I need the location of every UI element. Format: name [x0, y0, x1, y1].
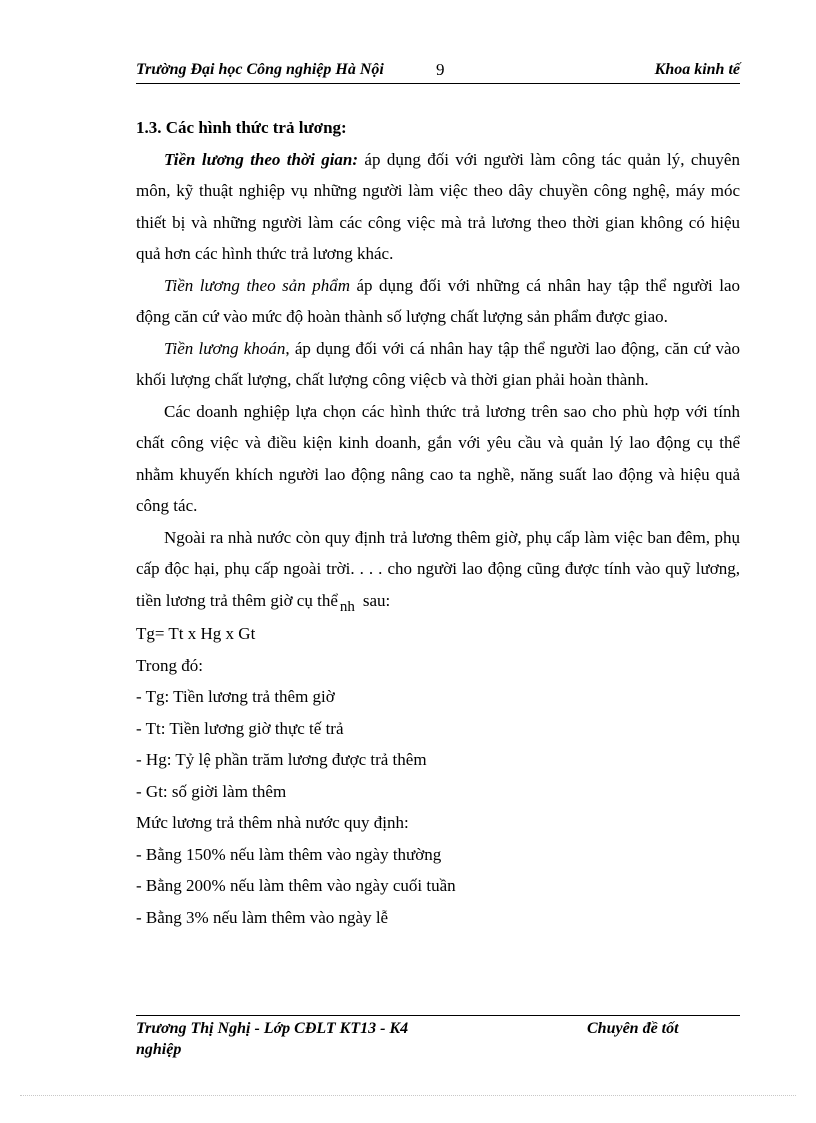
formula: Tg= Tt x Hg x Gt	[136, 624, 256, 643]
paragraph-overtime	[136, 522, 740, 619]
footer-title: Chuyên đề tốt	[587, 1020, 679, 1037]
term-product-wage: Tiền lương theo sản phẩm	[164, 275, 350, 295]
page-footer	[136, 1015, 740, 1058]
paragraph-text-end: sau:	[362, 590, 391, 610]
where-label: Trong đó:	[136, 655, 203, 675]
paragraph-text: Ngoài ra nhà nước còn quy định trả lương thêm giờ, phụ cấp làm việc ban đêm, phụ cấp độc hại, phụ cấp ngoài trời. . . . cho người lao động cũng được tính vào quỹ lương, tiền lương trả thêm giờ cụ thể	[136, 527, 740, 610]
paragraph-product-wage	[136, 270, 740, 333]
document-body	[136, 112, 740, 933]
paragraph-text: áp dụng đối với những cá nhân hay tập thể người lao động căn cứ vào mức độ hoàn thành số lượng chất lượng sản phẩm được giao.	[136, 275, 740, 326]
section-title: 1.3. Các hình thức trả lương:	[136, 118, 347, 137]
term-time-wage: Tiền lương theo thời gian:	[164, 149, 359, 169]
header-faculty: Khoa kinh tế	[654, 61, 740, 78]
page-header	[136, 57, 740, 84]
definition-item: - Tg: Tiền lương trả thêm giờ	[136, 687, 335, 706]
header-school-name: Trường Đại học Công nghiệp Hà Nội	[136, 61, 384, 78]
definition-item: - Gt: số giời làm thêm	[136, 781, 287, 801]
paragraph-choice: Các doanh nghiệp lựa chọn các hình thức trả lương trên sao cho phù hợp với tính chất công việc và điều kiện kinh doanh, gắn với yêu cầu và quản lý lao động cụ thể nhằm khuyến khích người lao động nâng cao ta nghề, năng suất lao động và hiệu quả công tác.	[136, 401, 740, 515]
rates-intro: Mức lương trả thêm nhà nước quy định:	[136, 813, 409, 832]
rate-item: - Bằng 200% nếu làm thêm vào ngày cuối tuần	[136, 876, 456, 895]
paragraph-time-wage	[136, 144, 740, 270]
page-number: 9	[436, 60, 445, 79]
footer-title-continued: nghiệp	[136, 1041, 182, 1058]
paragraph-text: áp dụng đối với người làm công tác quản lý, chuyên môn, kỹ thuật nghiệp vụ những người làm việc theo dây chuyền công nghệ, máy móc thiết bị và những người làm các công việc mà trả lương theo thời gian không có hiệu quả hơn các hình thức trả lương khác.	[136, 149, 740, 263]
rate-item: - Bằng 150% nếu làm thêm vào ngày thường	[136, 844, 442, 864]
definition-item: - Hg: Tỷ lệ phần trăm lương được trả thêm	[136, 750, 427, 769]
definition-item: - Tt: Tiền lương giờ thực tế trả	[136, 718, 344, 738]
paragraph-contract-wage	[136, 333, 740, 396]
footer-author: Trương Thị Nghị - Lớp CĐLT KT13 - K4	[136, 1020, 409, 1037]
stray-text-nh: nh	[339, 598, 355, 615]
rate-item: - Bằng 3% nếu làm thêm vào ngày lễ	[136, 907, 389, 927]
page-boundary-divider	[20, 1095, 796, 1096]
paragraph-text: , áp dụng đối với cá nhân hay tập thể người lao động, căn cứ vào khối lượng chất lượng, chất lượng công việcb và thời gian phải hoàn thành.	[136, 338, 741, 389]
term-contract-wage: Tiền lương khoán	[164, 338, 286, 358]
